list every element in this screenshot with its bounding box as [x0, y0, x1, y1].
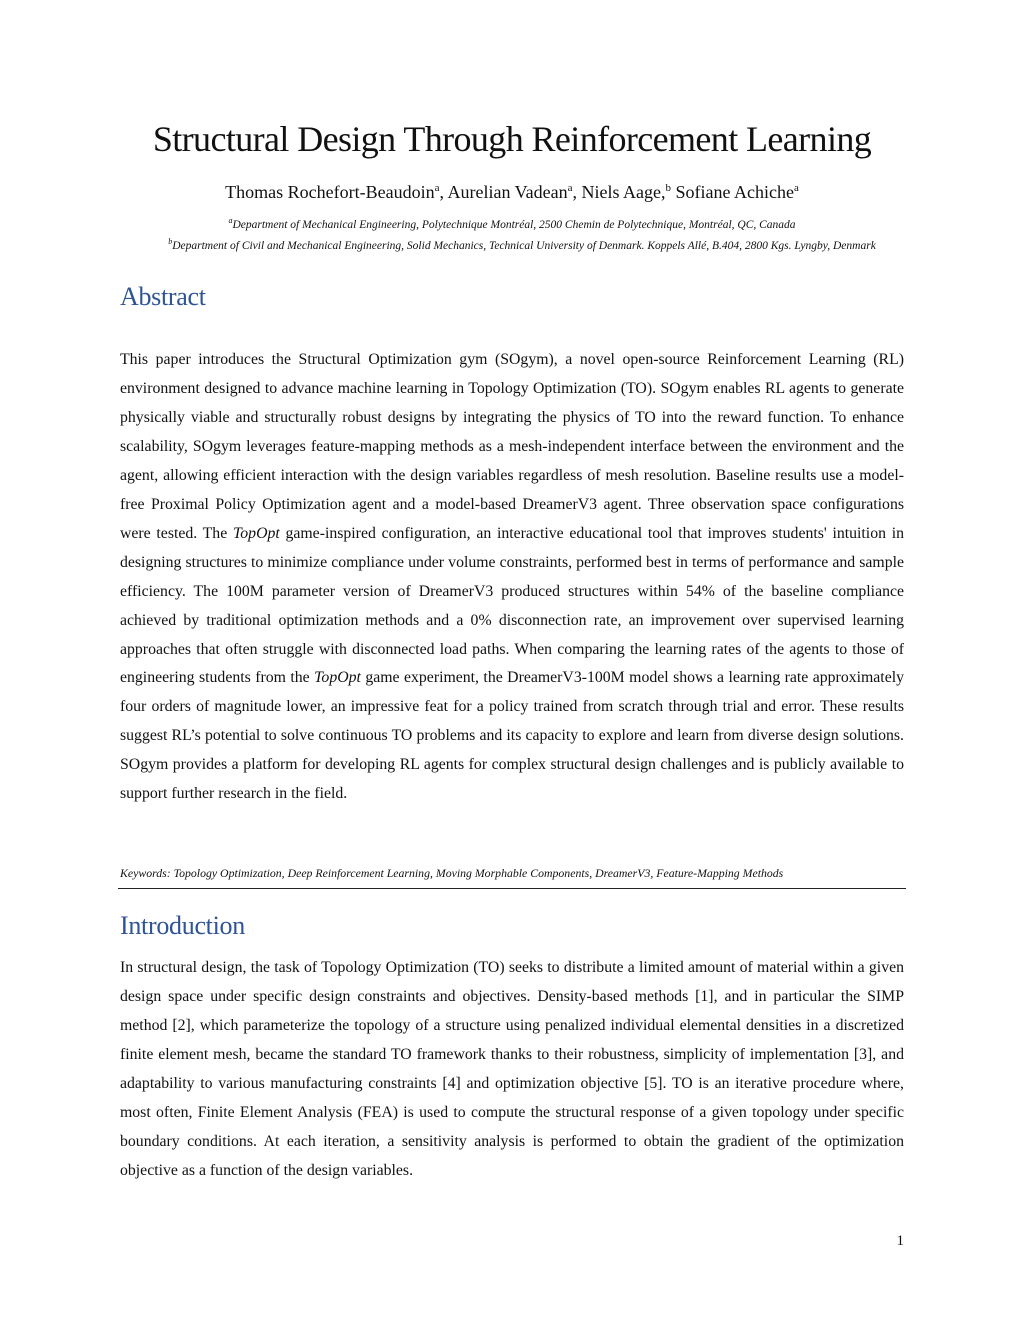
- author-name: Niels Aage,: [581, 182, 666, 202]
- paper-title: Structural Design Through Reinforcement Learning: [152, 119, 872, 159]
- affiliation-b: [20, 237, 1024, 252]
- author-affil-mark: a: [567, 182, 573, 194]
- topopt-term: TopOpt: [232, 524, 280, 542]
- abstract-paragraph: This paper introduces the Structural Optimization gym (SOgym), a novel open-source Reinforcement Learning (RL) environment designed to advance machine learning in Topology Optimization (TO). SOgym enables RL agents to generate physically viable and structurally robust designs by integrating the physics of TO into the reward function. To enhance scalability, SOgym leverages feature-mapping methods as a mesh-independent interface between the environment and the agent, allowing efficient interaction with the design variables regardless of mesh resolution. Baseline results use a model-free Proximal Policy Optimization agent and a model-based DreamerV3 agent. Three observation space configurations were tested. The TopOpt game-inspired configuration, an interactive educational tool that improves students' intuition in designing structures to minimize compliance under volume constraints, performed best in terms of performance and sample efficiency. The 100M parameter version of DreamerV3 produced structures within 54% of the baseline compliance achieved by traditional optimization methods and a 0% disconnection rate, an improvement over supervised learning approaches that often struggle with disconnected load paths. When comparing the learning rates of the agents to those of engineering students from the TopOpt game experiment, the DreamerV3-100M model shows a learning rate approximately four orders of magnitude lower, an impressive feat for a policy trained from scratch through trial and error. These results suggest RL’s potential to solve continuous TO problems and its capacity to explore and learn from diverse design solutions. SOgym provides a platform for developing RL agents for complex structural design challenges and is publicly available to support further research in the field.: [120, 351, 905, 803]
- author-list: Thomas Rochefort-Beaudoin$^a$, Aurelian Vadean$^a$, Niels Aage,$^b$ Sofiane Achiche$^a$: [225, 182, 799, 202]
- introduction-paragraph: In structural design, the task of Topology Optimization (TO) seeks to distribute a limited amount of material within a given design space under specific design constraints and objectives. Density-based methods [1], and in particular the SIMP method [2], which parameterize the topology of a structure using penalized individual elemental densities in a discretized finite element mesh, became the standard TO framework thanks to their robustness, simplicity of implementation [3], and adaptability to various manufacturing constraints [4] and optimization objective [5]. TO is an iterative procedure where, most often, Finite Element Analysis (FEA) is used to compute the structural response of a given topology under specific boundary conditions. At each iteration, a sensitivity analysis is performed to obtain the gradient of the optimization objective as a function of the design variables.: [120, 959, 904, 1179]
- author-affil-mark: b: [665, 182, 671, 194]
- page-number: 1: [896, 1233, 904, 1249]
- affiliation-text: Department of Civil and Mechanical Engineering, Solid Mechanics, Technical University of Denmark. Koppels Allé, B.404, 2800 Kgs. Lyngby, Denmark: [172, 240, 876, 252]
- introduction-heading: Introduction: [120, 911, 245, 940]
- author-name: Aurelian Vadean: [447, 182, 568, 202]
- affiliation-mark: b: [168, 237, 173, 247]
- abstract-heading: Abstract: [120, 282, 206, 311]
- affiliation-text: Department of Mechanical Engineering, Polytechnique Montréal, 2500 Chemin de Polytechnique, Montréal, QC, Canada: [232, 219, 796, 231]
- affiliation-a: [0, 216, 1024, 231]
- author-name: Sofiane Achiche: [675, 182, 794, 202]
- keywords: Keywords: Topology Optimization, Deep Reinforcement Learning, Moving Morphable Components, DreamerV3, Feature-Mapping Methods: [120, 866, 784, 880]
- topopt-term: TopOpt: [314, 669, 361, 687]
- author-affil-mark: a: [793, 182, 799, 194]
- author-affil-mark: a: [434, 182, 440, 194]
- author-name: Thomas Rochefort-Beaudoin: [225, 182, 435, 202]
- affiliation-mark: a: [228, 216, 233, 226]
- section-divider: [118, 888, 906, 889]
